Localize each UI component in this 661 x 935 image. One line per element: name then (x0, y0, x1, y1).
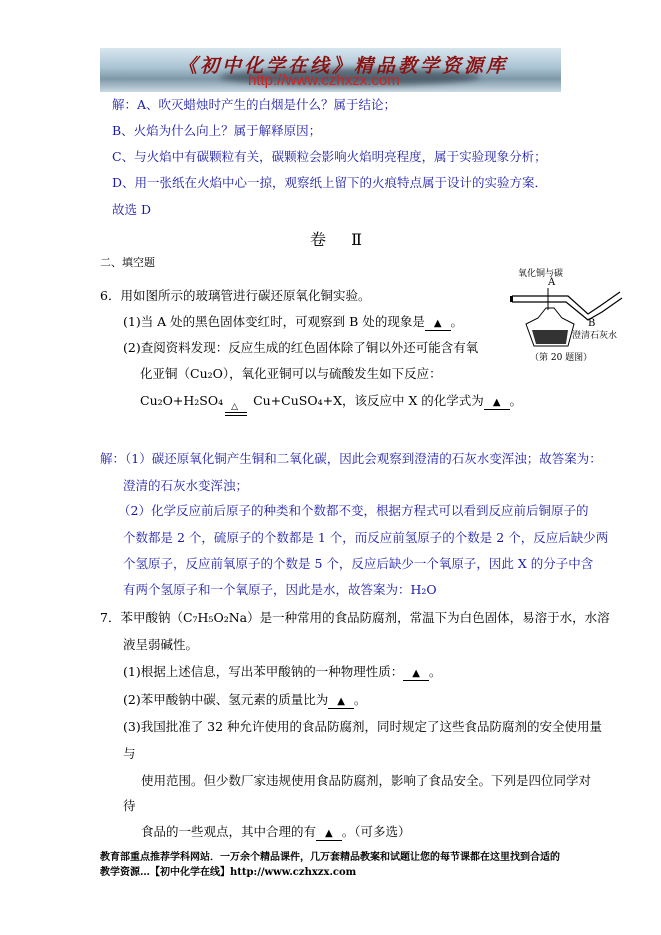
figure-caption: （第 20 题图） (530, 353, 593, 363)
answer5-b: B、火焰为什么向上？属于解释原因； (112, 123, 322, 138)
answer6-line1: 解：（1）碳还原氧化铜产生铜和二氧化碳，因此会观察到澄清的石灰水变浑浊；故答案为： (100, 451, 602, 466)
q7-part3-line5 (141, 824, 410, 841)
q6-part1 (123, 314, 463, 331)
answer6-line6: 有两个氢原子和一个氧原子，因此是水，故答案为：H₂O (123, 582, 437, 597)
header-banner (100, 48, 561, 92)
q7-stem-line2: 液呈弱碱性。 (123, 637, 199, 652)
q7-part2 (123, 692, 366, 709)
answer6-line4: 个数都是 2 个，硫原子的个数都是 1 个，而反应前氢原子的个数是 2 个，反应后缺少两 (123, 530, 609, 545)
q6-stem: 6．用如图所示的玻璃管进行碳还原氧化铜实验。 (100, 288, 371, 303)
q7-part1 (123, 664, 441, 681)
q6-part2-line2: 化亚铜（Cu₂O），氧化亚铜可以与硫酸发生如下反应： (140, 366, 442, 381)
q7-stem-line1: 7．苯甲酸钠（C₇H₅O₂Na）是一种常用的食品防腐剂，常温下为白色固体，易溶于水，水溶 (100, 610, 610, 625)
answer5-a: 解：A、吹灭蜡烛时产生的白烟是什么？属于结论； (112, 97, 397, 112)
footer-line2: 教学资源…【初中化学在线】http://www.czhxzx.com (100, 867, 357, 878)
equation-right: Cu+CuSO₄+X，该反应中 X 的化学式为 (249, 393, 484, 408)
answer-blank: ▲ (403, 668, 429, 681)
q7-part3-line1: (3)我国批准了 32 种允许使用的食品防腐剂，同时规定了这些食品防腐剂的安全使用量 (123, 719, 603, 734)
q7-part1-text: (1)根据上述信息，写出苯甲酸钠的一种物理性质： (123, 664, 404, 679)
q7-part2-end: 。 (353, 692, 367, 707)
q7-part3-line4: 待 (123, 798, 136, 813)
q6-part2-end: 。 (509, 393, 523, 408)
equation-left: Cu₂O+H₂SO₄ (140, 393, 224, 408)
banner-url: http://www.czhxzx.com (248, 72, 400, 89)
q7-part3-line3: 使用范围。但少数厂家违规使用食品防腐剂，影响了食品安全。下列是四位同学对 (141, 773, 592, 788)
section-heading: 二、填空题 (100, 256, 155, 269)
answer-blank: ▲ (328, 696, 354, 709)
heat-symbol: △ (231, 402, 239, 412)
footer-line1: 教育部重点推荐学科网站．一万余个精品课件，几万套精品教案和试题让您的每节课都在这里找到合适的 (100, 852, 560, 863)
apparatus-figure (508, 266, 628, 362)
q6-part2-line1: (2)查阅资料发现：反应生成的红色固体除了铜以外还可能含有氧 (123, 340, 479, 355)
q6-part1-end: 。 (450, 314, 464, 329)
q7-part3-end: 。（可多选） (341, 824, 411, 839)
figure-label-top: 氧化铜与碳 (518, 269, 564, 279)
answer5-choice: 故选 D (112, 202, 151, 217)
answer5-d: D、用一张纸在火焰中心一掠，观察纸上留下的火痕特点属于设计的实验方案． (112, 175, 548, 190)
answer-blank: ▲ (484, 397, 510, 410)
glass-tube-drawing (508, 266, 628, 350)
answer5-c: C、与火焰中有碳颗粒有关，碳颗粒会影响火焰明亮程度，属于实验现象分析； (112, 149, 547, 164)
figure-label-water: 澄清石灰水 (572, 331, 618, 341)
figure-label-a: A (548, 277, 556, 288)
answer6-line5: 个氢原子，反应前氧原子的个数是 5 个，反应后缺少一个氧原子，因此 X 的分子中含 (123, 556, 594, 571)
q7-part3-text: 食品的一些观点，其中合理的有 (141, 824, 317, 839)
answer6-line2: 澄清的石灰水变浑浊； (123, 478, 249, 493)
q7-part3-line2: 与 (123, 746, 136, 761)
answer6-line3: （2）化学反应前后原子的种类和个数都不变，根据方程式可以看到反应前后铜原子的 (118, 503, 589, 518)
answer-blank: ▲ (316, 828, 342, 841)
banner-title: 《初中化学在线》精品教学资源库 (178, 55, 509, 77)
figure-label-b: B (588, 318, 596, 329)
q6-equation (140, 393, 522, 410)
q7-part2-text: (2)苯甲酸钠中碳、氢元素的质量比为 (123, 692, 329, 707)
section-title: 卷 Ⅱ (310, 230, 372, 249)
q6-part1-text: (1)当 A 处的黑色固体变红时，可观察到 B 处的现象是 (123, 314, 425, 329)
answer-blank: ▲ (425, 318, 451, 331)
q7-part1-end: 。 (428, 664, 442, 679)
